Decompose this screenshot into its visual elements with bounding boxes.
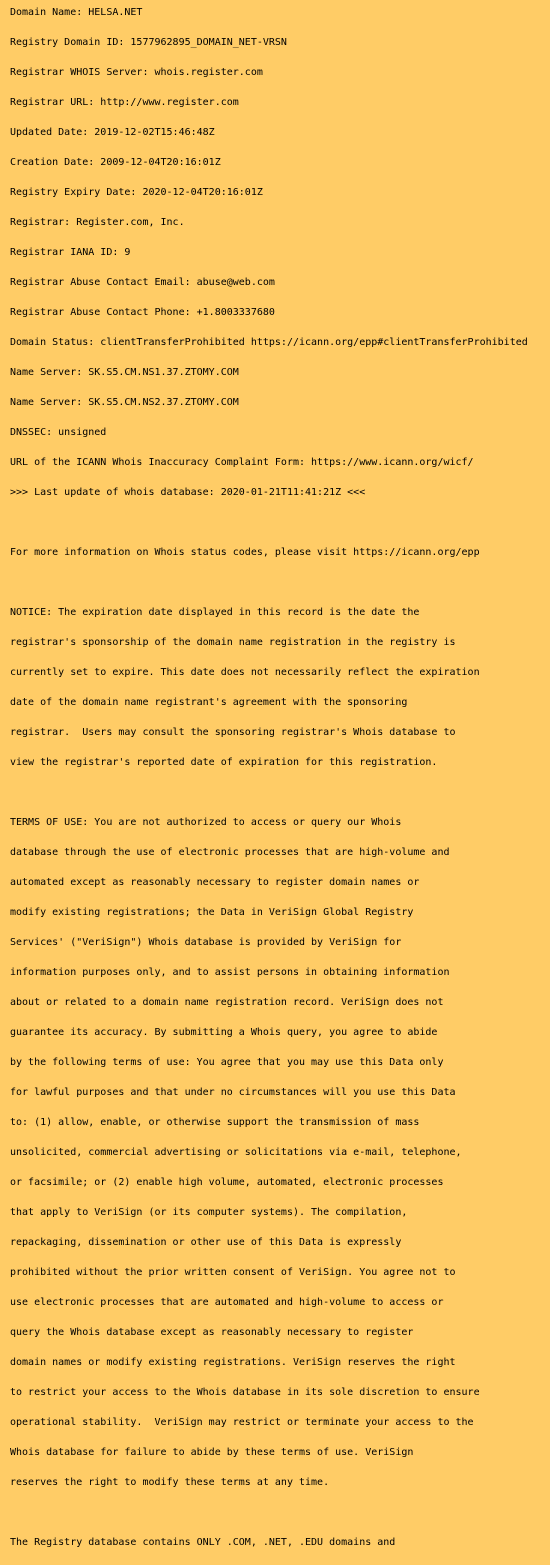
terms-paragraph-line: reserves the right to modify these terms at any time.: [10, 1477, 330, 1488]
whois-line-registrar-iana-id: Registrar IANA ID: 9: [10, 247, 131, 258]
terms-paragraph-line: information purposes only, and to assist persons in obtaining information: [10, 967, 450, 978]
whois-line-abuse-phone: Registrar Abuse Contact Phone: +1.8003337680: [10, 307, 275, 318]
terms-paragraph-line: unsolicited, commercial advertising or solicitations via e-mail, telephone,: [10, 1147, 462, 1158]
whois-line-domain-name: Domain Name: HELSA.NET: [10, 7, 143, 18]
blank-line: [10, 785, 550, 800]
whois-line-registry-domain-id: Registry Domain ID: 1577962895_DOMAIN_NET-VRSN: [10, 37, 287, 48]
terms-paragraph-line: database through the use of electronic processes that are high-volume and: [10, 847, 450, 858]
terms-paragraph-line: by the following terms of use: You agree that you may use this Data only: [10, 1057, 444, 1068]
terms-paragraph-line: or facsimile; or (2) enable high volume, automated, electronic processes: [10, 1177, 444, 1188]
whois-line-icann-complaint-url: URL of the ICANN Whois Inaccuracy Complaint Form: https://www.icann.org/wicf/: [10, 457, 474, 468]
terms-paragraph-line: operational stability. VeriSign may restrict or terminate your access to the: [10, 1417, 474, 1428]
whois-line-abuse-email: Registrar Abuse Contact Email: abuse@web.com: [10, 277, 275, 288]
whois-line-dnssec: DNSSEC: unsigned: [10, 427, 107, 438]
whois-line-last-update: >>> Last update of whois database: 2020-01-21T11:41:21Z <<<: [10, 487, 366, 498]
terms-paragraph-line: Whois database for failure to abide by these terms of use. VeriSign: [10, 1447, 414, 1458]
notice-paragraph-line: registrar's sponsorship of the domain name registration in the registry is: [10, 637, 456, 648]
notice-paragraph-line: currently set to expire. This date does not necessarily reflect the expiration: [10, 667, 480, 678]
notice-paragraph-line: view the registrar's reported date of expiration for this registration.: [10, 757, 438, 768]
terms-paragraph-line: automated except as reasonably necessary to register domain names or: [10, 877, 420, 888]
terms-paragraph-line: guarantee its accuracy. By submitting a Whois query, you agree to abide: [10, 1027, 438, 1038]
registry-scope-line: The Registry database contains ONLY .COM, .NET, .EDU domains and: [10, 1537, 396, 1548]
whois-record-text: [10, 5, 550, 1565]
whois-line-domain-status: Domain Status: clientTransferProhibited https://icann.org/epp#clientTransferProhibited: [10, 337, 528, 348]
notice-paragraph-line: registrar. Users may consult the sponsoring registrar's Whois database to: [10, 727, 456, 738]
whois-line-registry-expiry-date: Registry Expiry Date: 2020-12-04T20:16:01Z: [10, 187, 263, 198]
terms-paragraph-line: query the Whois database except as reasonably necessary to register: [10, 1327, 414, 1338]
whois-line-registrar-url: Registrar URL: http://www.register.com: [10, 97, 239, 108]
terms-paragraph-line: modify existing registrations; the Data in VeriSign Global Registry: [10, 907, 414, 918]
whois-line-creation-date: Creation Date: 2009-12-04T20:16:01Z: [10, 157, 221, 168]
whois-line-status-codes-info: For more information on Whois status codes, please visit https://icann.org/epp: [10, 547, 480, 558]
whois-line-updated-date: Updated Date: 2019-12-02T15:46:48Z: [10, 127, 215, 138]
notice-paragraph-line: date of the domain name registrant's agreement with the sponsoring: [10, 697, 408, 708]
whois-line-registrar-whois-server: Registrar WHOIS Server: whois.register.com: [10, 67, 263, 78]
terms-paragraph-line: about or related to a domain name registration record. VeriSign does not: [10, 997, 444, 1008]
terms-paragraph-line: use electronic processes that are automated and high-volume to access or: [10, 1297, 444, 1308]
blank-line: [10, 515, 550, 530]
blank-line: [10, 1505, 550, 1520]
whois-line-name-server-1: Name Server: SK.S5.CM.NS1.37.ZTOMY.COM: [10, 367, 239, 378]
whois-line-registrar: Registrar: Register.com, Inc.: [10, 217, 185, 228]
terms-paragraph-line: that apply to VeriSign (or its computer systems). The compilation,: [10, 1207, 408, 1218]
terms-paragraph-line: for lawful purposes and that under no circumstances will you use this Data: [10, 1087, 456, 1098]
terms-paragraph-line: TERMS OF USE: You are not authorized to access or query our Whois: [10, 817, 402, 828]
notice-paragraph-line: NOTICE: The expiration date displayed in this record is the date the: [10, 607, 420, 618]
terms-paragraph-line: domain names or modify existing registrations. VeriSign reserves the right: [10, 1357, 456, 1368]
terms-paragraph-line: Services' ("VeriSign") Whois database is provided by VeriSign for: [10, 937, 402, 948]
whois-line-name-server-2: Name Server: SK.S5.CM.NS2.37.ZTOMY.COM: [10, 397, 239, 408]
blank-line: [10, 575, 550, 590]
terms-paragraph-line: to: (1) allow, enable, or otherwise support the transmission of mass: [10, 1117, 420, 1128]
terms-paragraph-line: repackaging, dissemination or other use of this Data is expressly: [10, 1237, 402, 1248]
terms-paragraph-line: prohibited without the prior written consent of VeriSign. You agree not to: [10, 1267, 456, 1278]
terms-paragraph-line: to restrict your access to the Whois database in its sole discretion to ensure: [10, 1387, 480, 1398]
